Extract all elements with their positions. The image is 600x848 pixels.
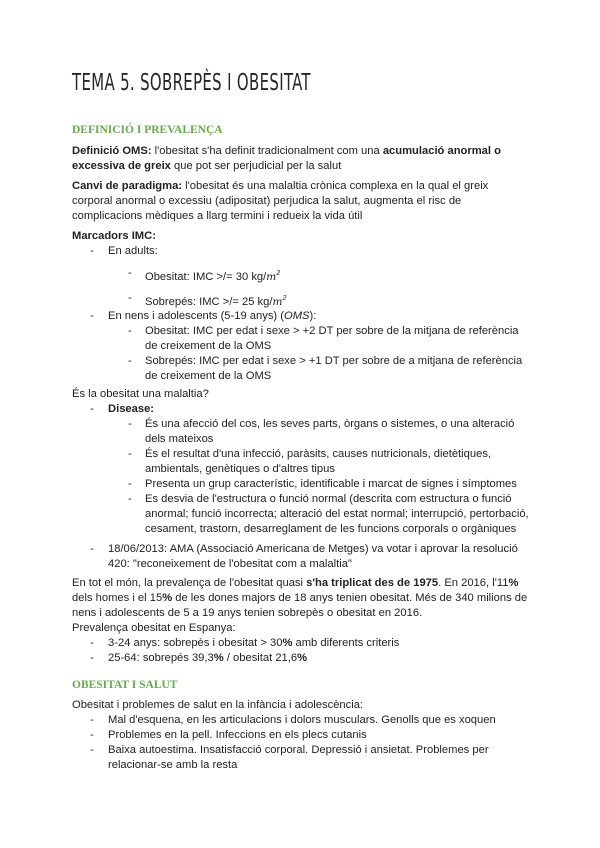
nens-obesitat-line-2: de creixement de la OMS xyxy=(145,340,272,352)
text: Obesitat: IMC >/= 30 kg/ xyxy=(145,271,267,283)
prevalenca-line-2 xyxy=(72,591,527,606)
canvi-line-3: complicacions mèdiques a llarg termini i redueix la vida útil xyxy=(72,210,363,222)
espanya-item-2 xyxy=(108,651,307,666)
unit: m xyxy=(266,271,277,283)
bullet-dash: - xyxy=(90,403,94,415)
section-heading-definicio: DEFINICIÓ I PREVALENÇA xyxy=(72,124,223,136)
exponent: 2 xyxy=(276,270,281,277)
prevalenca-line-1 xyxy=(72,576,518,591)
ama-line-2: 420: "reconeixement de l'obesitat com a malaltia" xyxy=(108,558,352,570)
percent-sign: % xyxy=(162,592,173,604)
bullet-dash: - xyxy=(90,637,94,649)
text: que pot ser perjudicial per la salut xyxy=(170,160,342,172)
espanya-item-1 xyxy=(108,636,399,651)
text: . En 2016, l'11 xyxy=(438,577,509,589)
text: 3-24 anys: sobrepès i obesitat > 30 xyxy=(108,637,283,649)
section-heading-salut: OBESITAT I SALUT xyxy=(72,679,178,691)
ama-line-1: 18/06/2013: AMA (Associació Americana de Metges) va votar i aprovar la resolució xyxy=(108,543,518,555)
text: Sobrepés: IMC >/= 25 kg/ xyxy=(145,296,273,308)
obesitat-adult xyxy=(145,266,280,285)
text: dels homes i el 15 xyxy=(72,592,163,604)
text: / obesitat 21,6 xyxy=(223,652,298,664)
disease-2-line-2: ambientals, genètiques o d'altres tipus xyxy=(145,463,335,475)
bullet-dash: - xyxy=(128,448,132,460)
text-bold: s'ha triplicat des de 1975 xyxy=(306,577,439,589)
disease-1-line-2: dels mateixos xyxy=(145,433,214,445)
bullet-dash: - xyxy=(128,355,132,367)
text: En tot el món, la prevalença de l'obesitat quasi xyxy=(72,577,307,589)
text: l'obesitat és una malaltia crònica complexa en la qual el greix xyxy=(182,180,489,192)
percent-sign: % xyxy=(213,652,224,664)
percent-sign: % xyxy=(508,577,519,589)
canvi-line-2: corporal anormal o excessiu (adipositat) perjudica la salut, augmenta el risc de xyxy=(72,195,462,207)
text-bold: acumulació anormal o xyxy=(382,145,501,157)
marcadors-label: Marcadors IMC: xyxy=(72,230,156,242)
prevalenca-espanya: Prevalença obesitat en Espanya: xyxy=(72,622,236,634)
text-bold: excessiva de greix xyxy=(72,160,171,172)
bullet-dash: - xyxy=(90,310,94,322)
salut-item-3-line-1: Baixa autoestima. Insatisfacció corporal. Depressió i ansietat. Problemes per xyxy=(108,744,489,756)
percent-sign: % xyxy=(297,652,308,664)
adults-item: En adults: xyxy=(108,245,158,257)
bullet-dash: - xyxy=(90,744,94,756)
nens-sobrepes-line-2: de creixement de la OMS xyxy=(145,370,272,382)
nens-item xyxy=(108,309,316,324)
bullet-dash: - xyxy=(128,267,132,279)
bullet-dash: - xyxy=(90,245,94,257)
prevalenca-line-3: nens i adolescents de 5 a 19 anys tenien sobrepès o obesitat en 2016. xyxy=(72,607,423,619)
bullet-dash: - xyxy=(90,543,94,555)
canvi-line-1 xyxy=(72,179,488,194)
sobrepes-adult xyxy=(145,291,286,310)
bullet-dash: - xyxy=(90,652,94,664)
definicio-label: Definició OMS: xyxy=(72,145,152,157)
disease-2-line-1: És el resultat d'una infecció, paràsits, causes nutricionals, dietètiques, xyxy=(145,448,492,460)
disease-4-line-3: cesament, trastorn, desarreglament de les funcions corporals o orgàniques xyxy=(145,523,517,535)
disease-4-line-2: anormal; funció incorrecta; alteració del estat normal; interrupció, pertorbació, xyxy=(145,508,529,520)
bullet-dash: - xyxy=(128,493,132,505)
text: amb diferents criteris xyxy=(292,637,400,649)
malaltia-question: És la obesitat una malaltia? xyxy=(72,388,209,400)
salut-intro: Obesitat i problemes de salut en la infància i adolescència: xyxy=(72,699,364,711)
text: En nens i adolescents (5-19 anys) ( xyxy=(108,310,284,322)
bullet-dash: - xyxy=(128,478,132,490)
salut-item-1: Mal d'esquena, en les articulacions i dolors musculars. Genolls que es xoquen xyxy=(108,714,496,726)
disease-label: Disease: xyxy=(108,403,155,415)
bullet-dash: - xyxy=(128,418,132,430)
definicio-line-2 xyxy=(72,159,341,174)
salut-item-3-line-2: relacionar-se amb la resta xyxy=(108,759,238,771)
definicio-line-1 xyxy=(72,144,501,159)
text: de les dones majors de 18 anys tenien obesitat. Més de 340 milions de xyxy=(172,592,528,604)
bullet-dash: - xyxy=(128,292,132,304)
text: ): xyxy=(309,310,317,322)
bullet-dash: - xyxy=(128,325,132,337)
bullet-dash: - xyxy=(90,729,94,741)
percent-sign: % xyxy=(282,637,293,649)
nens-obesitat-line-1: Obesitat: IMC per edat i sexe > +2 DT per sobre de la mitjana de referència xyxy=(145,325,519,337)
page-title: TEMA 5. SOBREPÈS I OBESITAT xyxy=(72,70,311,96)
canvi-label: Canvi de paradigma: xyxy=(72,180,183,192)
disease-3: Presenta un grup característic, identificable i marcat de signes i símptomes xyxy=(145,478,517,490)
bullet-dash: - xyxy=(90,714,94,726)
disease-1-line-1: És una afecció del cos, les seves parts, òrgans o sistemes, o una alteració xyxy=(145,418,515,430)
text: 25-64: sobrepés 39,3 xyxy=(108,652,214,664)
disease-4-line-1: Es desvia de l'estructura o funció normal (descrita com estructura o funció xyxy=(145,493,512,505)
salut-item-2: Problemes en la pell. Infeccions en els plecs cutanis xyxy=(108,729,367,741)
text: l'obesitat s'ha definit tradicionalment com una xyxy=(151,145,383,157)
text-italic: OMS xyxy=(284,310,310,322)
exponent: 2 xyxy=(282,295,287,302)
nens-sobrepes-line-1: Sobrepés: IMC per edat i sexe > +1 DT per sobre de a mitjana de referència xyxy=(145,355,523,367)
unit: m xyxy=(272,296,283,308)
